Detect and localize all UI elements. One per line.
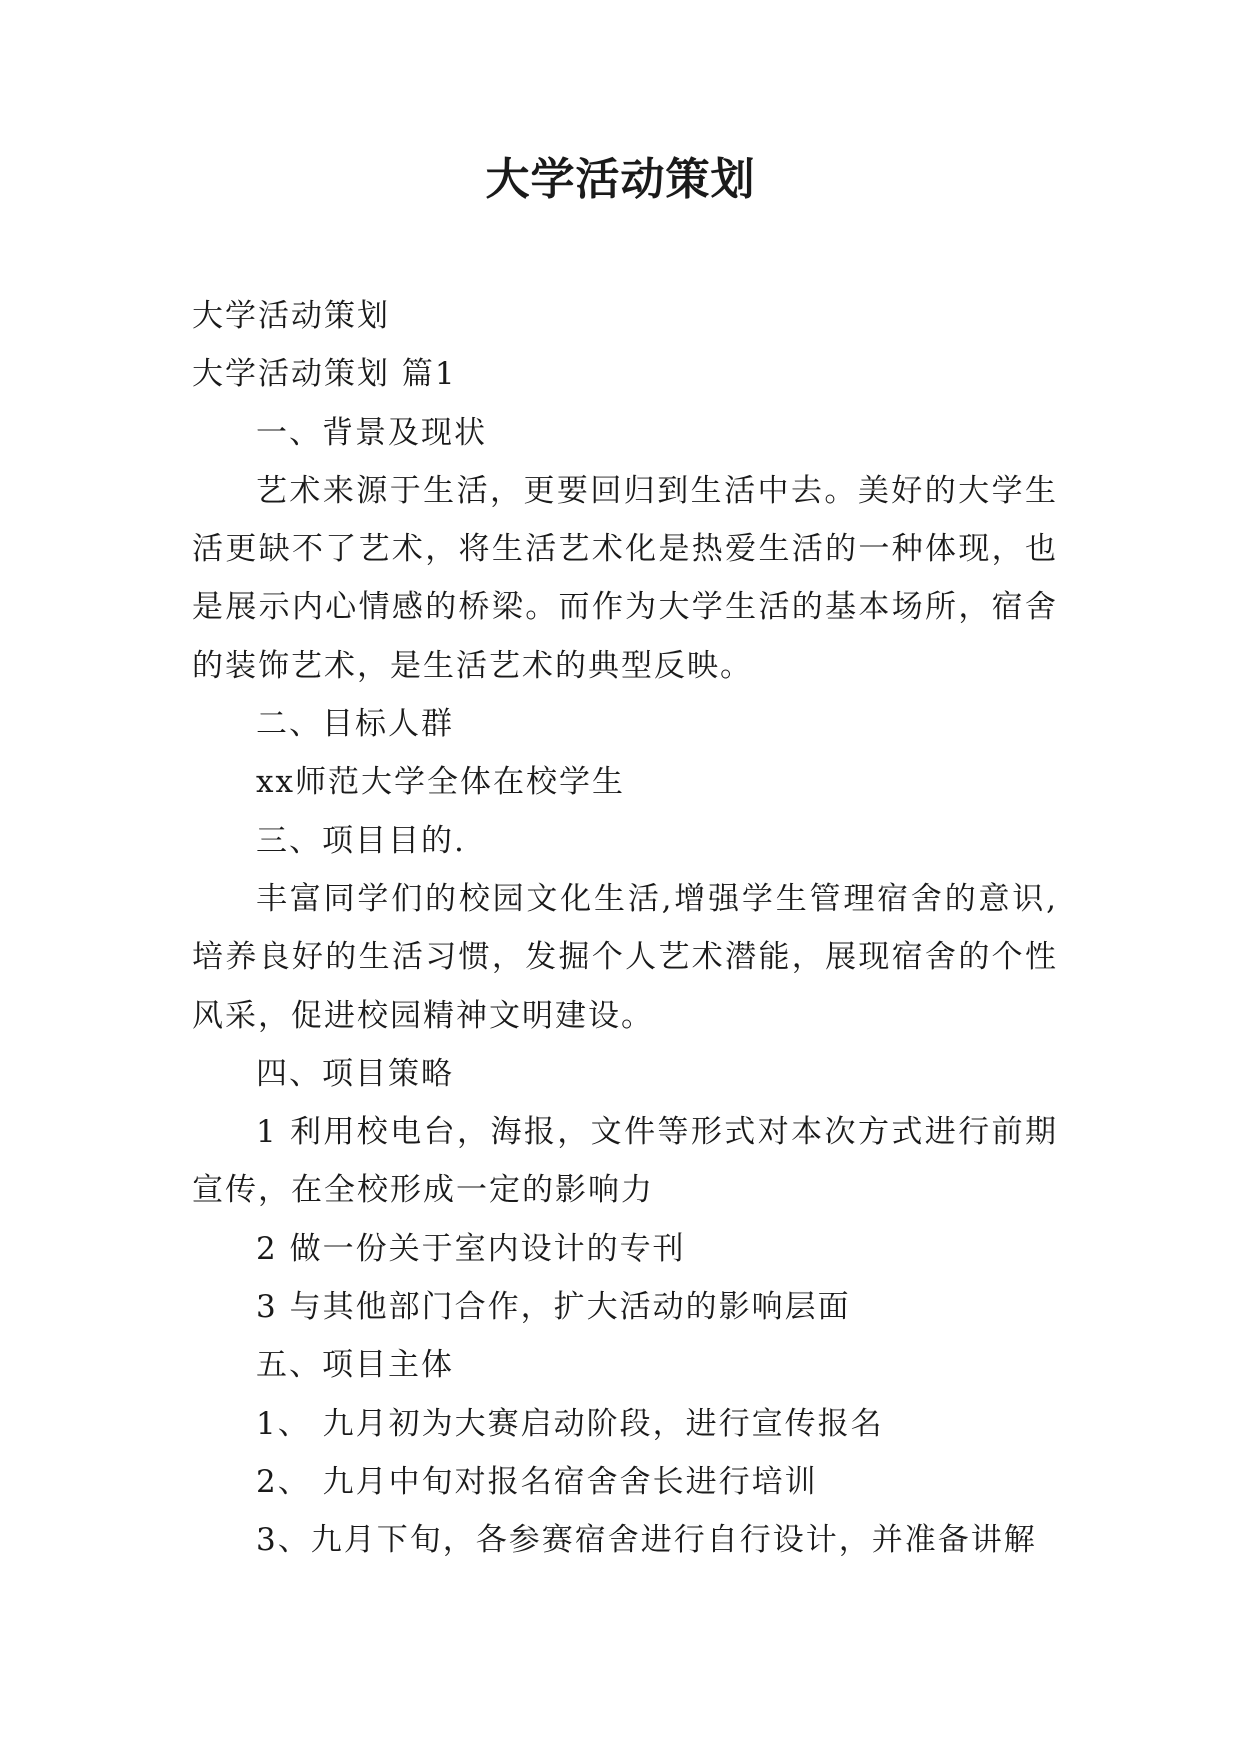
list-item-strategy-3: 3 与其他部门合作，扩大活动的影响层面 (256, 1289, 851, 1326)
list-item-strategy-1: 1 利用校电台，海报，文件等形式对本次方式进行前期宣传，在全校形成一定的影响力 (192, 1114, 1058, 1209)
list-item-strategy-2: 2 做一份关于室内设计的专刊 (256, 1230, 686, 1267)
section-heading-purpose: 三、项目目的. (256, 822, 466, 859)
list-item-main-2: 2、 九月中旬对报名宿舍舍长进行培训 (256, 1463, 818, 1500)
list-item-main-1: 1、 九月初为大赛启动阶段，进行宣传报名 (256, 1405, 884, 1442)
section-heading-main: 五、项目主体 (256, 1347, 454, 1384)
paragraph-target: xx师范大学全体在校学生 (256, 764, 625, 801)
paragraph-heading: 大学活动策划 (192, 298, 390, 334)
paragraph-background: 艺术来源于生活，更要回归到生活中去。美好的大学生活更缺不了艺术，将生活艺术化是热爱生活的一种体现，也是展示内心情感的桥梁。而作为大学生活的基本场所，宿舍的装饰艺术，是生活艺术的典型反映。 (192, 472, 1058, 684)
paragraph-subheading: 大学活动策划 篇1 (192, 356, 457, 393)
section-heading-strategy: 四、项目策略 (256, 1055, 454, 1092)
section-heading-target: 二、目标人群 (256, 706, 454, 743)
list-item-main-3: 3、九月下旬，各参赛宿舍进行自行设计，并准备讲解 (256, 1522, 1037, 1559)
document-body (192, 287, 1058, 1570)
paragraph-purpose: 丰富同学们的校园文化生活,增强学生管理宿舍的意识,培养良好的生活习惯，发掘个人艺术潜能，展现宿舍的个性风采，促进校园精神文明建设。 (192, 880, 1058, 1034)
section-heading-background: 一、背景及现状 (256, 414, 487, 451)
document-title: 大学活动策划 (485, 154, 756, 205)
